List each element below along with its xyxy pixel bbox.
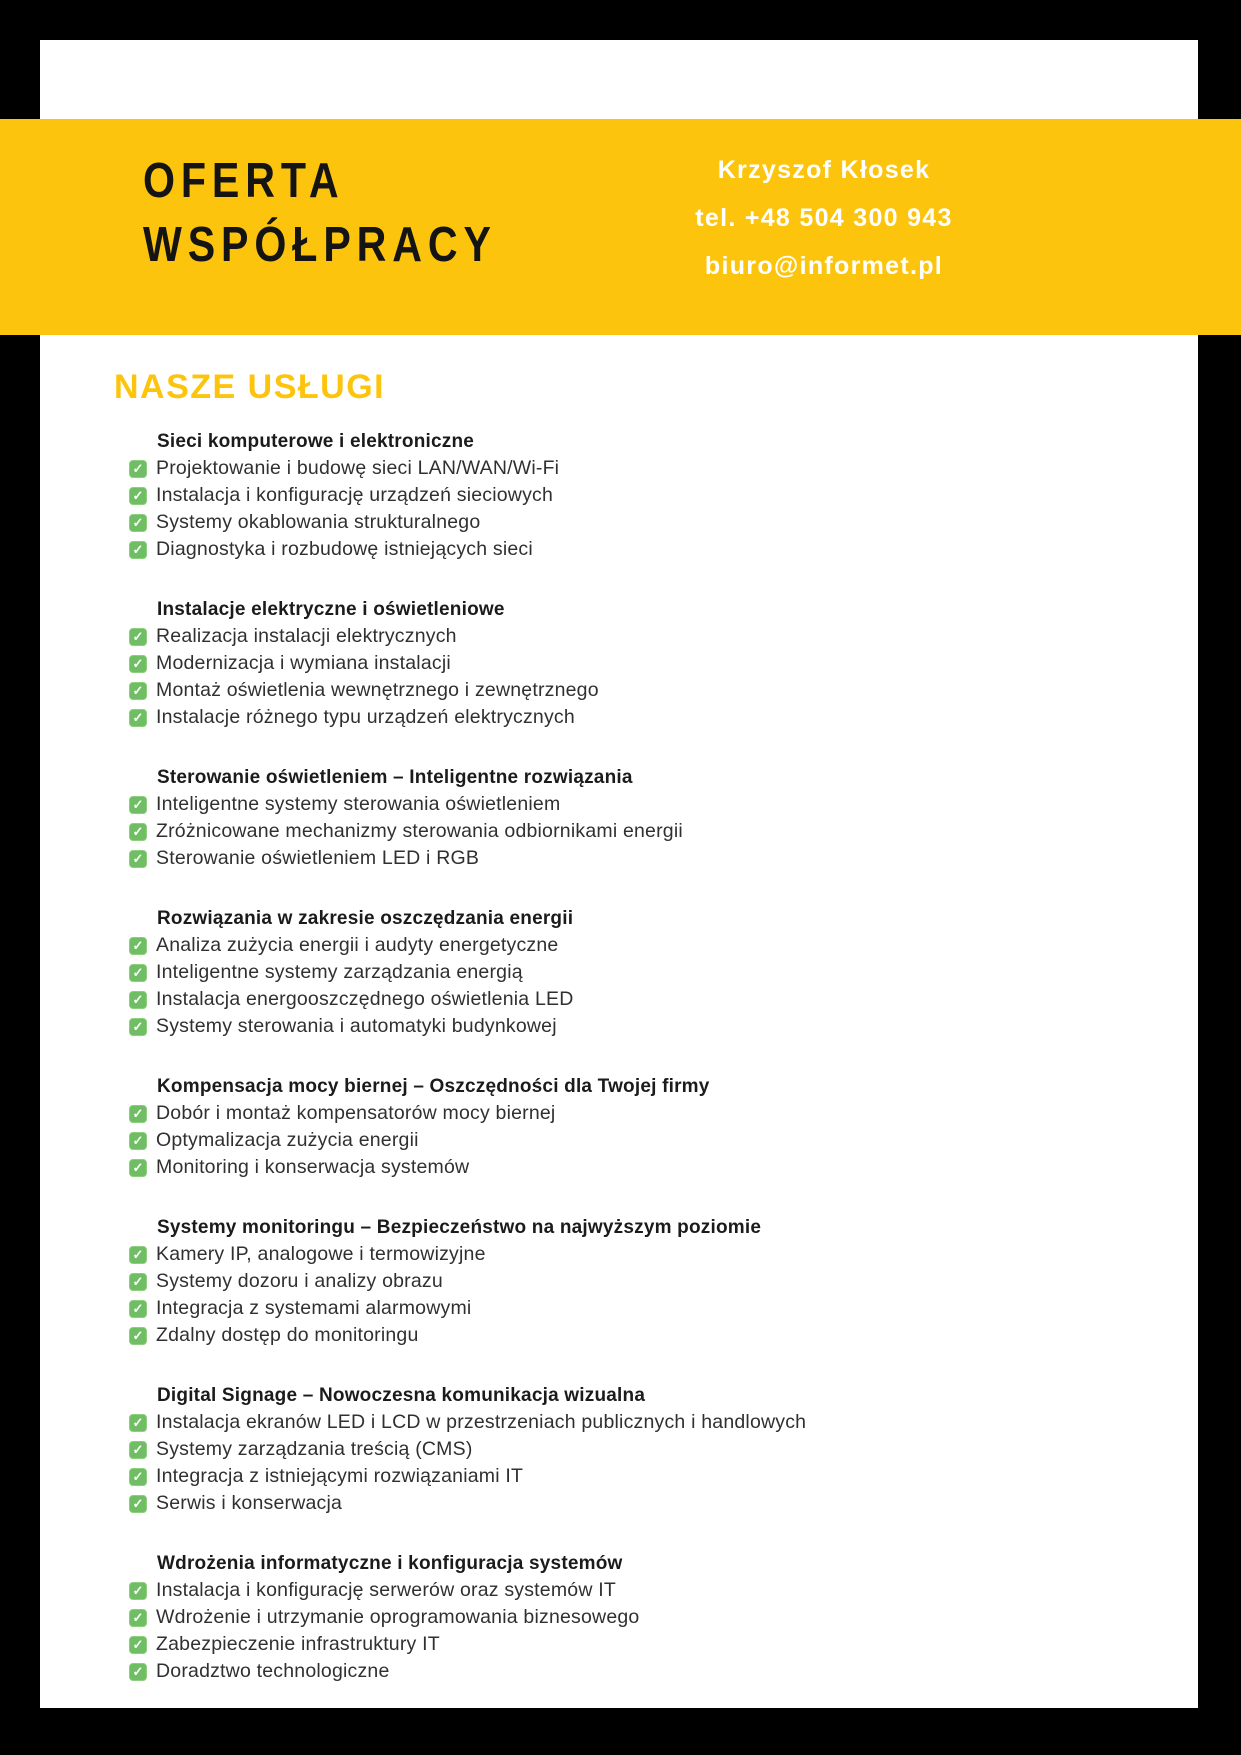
contact-name: Krzyszof Kłosek	[717, 156, 931, 184]
section-header: Instalacje elektryczne i oświetleniowe	[157, 599, 505, 620]
check-icon: ✓	[129, 1636, 147, 1654]
list-item	[129, 932, 1115, 959]
list-item-label: Realizacja instalacji elektrycznych	[156, 625, 457, 647]
list-item-label: Kamery IP, analogowe i termowizyjne	[156, 1243, 486, 1265]
check-icon: ✓	[129, 541, 147, 559]
contact-block	[606, 146, 1042, 290]
section-title: NASZE USŁUGI	[114, 368, 386, 406]
check-icon: ✓	[129, 1582, 147, 1600]
check-icon: ✓	[129, 1663, 147, 1681]
list-item	[129, 1631, 1115, 1658]
check-icon: ✓	[129, 487, 147, 505]
section-header: Kompensacja mocy biernej – Oszczędności dla Twojej firmy	[157, 1076, 710, 1097]
list-item	[129, 1013, 1115, 1040]
service-section	[115, 1382, 1115, 1517]
check-icon: ✓	[129, 1609, 147, 1627]
section-header: Wdrożenia informatyczne i konfiguracja systemów	[157, 1553, 623, 1574]
service-section	[115, 1214, 1115, 1349]
page-title	[143, 149, 497, 277]
list-item-label: Sterowanie oświetleniem LED i RGB	[156, 847, 480, 869]
service-section	[115, 428, 1115, 563]
check-icon: ✓	[129, 850, 147, 868]
page-title-line1: OFERTA	[143, 154, 345, 208]
list-item-label: Instalacje różnego typu urządzeń elektrycznych	[156, 706, 575, 728]
list-item	[129, 1604, 1115, 1631]
services-list	[115, 428, 1115, 1718]
list-item-label: Systemy dozoru i analizy obrazu	[156, 1270, 443, 1292]
check-icon: ✓	[129, 1468, 147, 1486]
check-icon: ✓	[129, 514, 147, 532]
list-item	[129, 1100, 1115, 1127]
list-item-label: Montaż oświetlenia wewnętrznego i zewnętrznego	[156, 679, 599, 701]
list-item	[129, 1577, 1115, 1604]
list-item	[129, 704, 1115, 731]
list-item-label: Integracja z istniejącymi rozwiązaniami IT	[156, 1465, 524, 1487]
list-item	[129, 482, 1115, 509]
section-header: Sterowanie oświetleniem – Inteligentne rozwiązania	[157, 767, 633, 788]
check-icon: ✓	[129, 823, 147, 841]
service-section	[115, 1073, 1115, 1181]
list-item-label: Inteligentne systemy sterowania oświetleniem	[156, 793, 561, 815]
header-band	[0, 119, 1241, 335]
list-item-label: Systemy zarządzania treścią (CMS)	[156, 1438, 473, 1460]
list-item	[129, 536, 1115, 563]
check-icon: ✓	[129, 1246, 147, 1264]
list-item	[129, 1295, 1115, 1322]
list-item	[129, 845, 1115, 872]
check-icon: ✓	[129, 991, 147, 1009]
list-item-label: Zdalny dostęp do monitoringu	[156, 1324, 419, 1346]
check-icon: ✓	[129, 1495, 147, 1513]
check-icon: ✓	[129, 628, 147, 646]
list-item	[129, 677, 1115, 704]
list-item	[129, 650, 1115, 677]
list-item-label: Serwis i konserwacja	[156, 1492, 343, 1514]
list-item-label: Zabezpieczenie infrastruktury IT	[156, 1633, 440, 1655]
check-icon: ✓	[129, 1018, 147, 1036]
list-item	[129, 818, 1115, 845]
service-section	[115, 596, 1115, 731]
list-item-label: Analiza zużycia energii i audyty energetyczne	[156, 934, 559, 956]
list-item-label: Systemy okablowania strukturalnego	[156, 511, 481, 533]
list-item-label: Diagnostyka i rozbudowę istniejących sieci	[156, 538, 533, 560]
check-icon: ✓	[129, 1105, 147, 1123]
list-item	[129, 1241, 1115, 1268]
check-icon: ✓	[129, 655, 147, 673]
check-icon: ✓	[129, 964, 147, 982]
check-icon: ✓	[129, 1159, 147, 1177]
check-icon: ✓	[129, 1327, 147, 1345]
check-icon: ✓	[129, 796, 147, 814]
list-item	[129, 1490, 1115, 1517]
list-item-label: Inteligentne systemy zarządzania energią	[156, 961, 523, 983]
contact-email: biuro@informet.pl	[704, 252, 944, 280]
check-icon: ✓	[129, 1414, 147, 1432]
check-icon: ✓	[129, 460, 147, 478]
contact-phone: tel. +48 504 300 943	[695, 204, 953, 232]
list-item-label: Monitoring i konserwacja systemów	[156, 1156, 470, 1178]
list-item	[129, 455, 1115, 482]
page-title-line2: WSPÓŁPRACY	[143, 218, 497, 272]
service-section	[115, 1550, 1115, 1685]
check-icon: ✓	[129, 709, 147, 727]
section-header: Systemy monitoringu – Bezpieczeństwo na najwyższym poziomie	[157, 1217, 762, 1238]
list-item	[129, 959, 1115, 986]
list-item	[129, 623, 1115, 650]
list-item	[129, 986, 1115, 1013]
list-item-label: Integracja z systemami alarmowymi	[156, 1297, 472, 1319]
list-item-label: Wdrożenie i utrzymanie oprogramowania biznesowego	[156, 1606, 640, 1628]
check-icon: ✓	[129, 1132, 147, 1150]
list-item	[129, 1127, 1115, 1154]
section-header: Rozwiązania w zakresie oszczędzania energii	[157, 908, 574, 929]
list-item-label: Instalacja i konfigurację urządzeń sieciowych	[156, 484, 554, 506]
section-header: Sieci komputerowe i elektroniczne	[157, 431, 475, 452]
list-item	[129, 1322, 1115, 1349]
list-item-label: Instalacja energooszczędnego oświetlenia LED	[156, 988, 574, 1010]
list-item	[129, 1658, 1115, 1685]
list-item	[129, 791, 1115, 818]
list-item	[129, 1463, 1115, 1490]
list-item-label: Dobór i montaż kompensatorów mocy biernej	[156, 1102, 556, 1124]
list-item-label: Zróżnicowane mechanizmy sterowania odbiornikami energii	[156, 820, 683, 842]
list-item	[129, 1268, 1115, 1295]
check-icon: ✓	[129, 1300, 147, 1318]
list-item-label: Doradztwo technologiczne	[156, 1660, 390, 1682]
list-item-label: Optymalizacja zużycia energii	[156, 1129, 419, 1151]
list-item-label: Instalacja i konfigurację serwerów oraz systemów IT	[156, 1579, 616, 1601]
list-item-label: Modernizacja i wymiana instalacji	[156, 652, 451, 674]
check-icon: ✓	[129, 937, 147, 955]
list-item-label: Projektowanie i budowę sieci LAN/WAN/Wi-Fi	[156, 457, 560, 479]
check-icon: ✓	[129, 1441, 147, 1459]
list-item	[129, 1409, 1115, 1436]
section-header: Digital Signage – Nowoczesna komunikacja wizualna	[157, 1385, 646, 1406]
check-icon: ✓	[129, 1273, 147, 1291]
list-item-label: Systemy sterowania i automatyki budynkowej	[156, 1015, 557, 1037]
list-item	[129, 1436, 1115, 1463]
list-item	[129, 1154, 1115, 1181]
service-section	[115, 764, 1115, 872]
service-section	[115, 905, 1115, 1040]
list-item	[129, 509, 1115, 536]
check-icon: ✓	[129, 682, 147, 700]
list-item-label: Instalacja ekranów LED i LCD w przestrzeniach publicznych i handlowych	[156, 1411, 807, 1433]
